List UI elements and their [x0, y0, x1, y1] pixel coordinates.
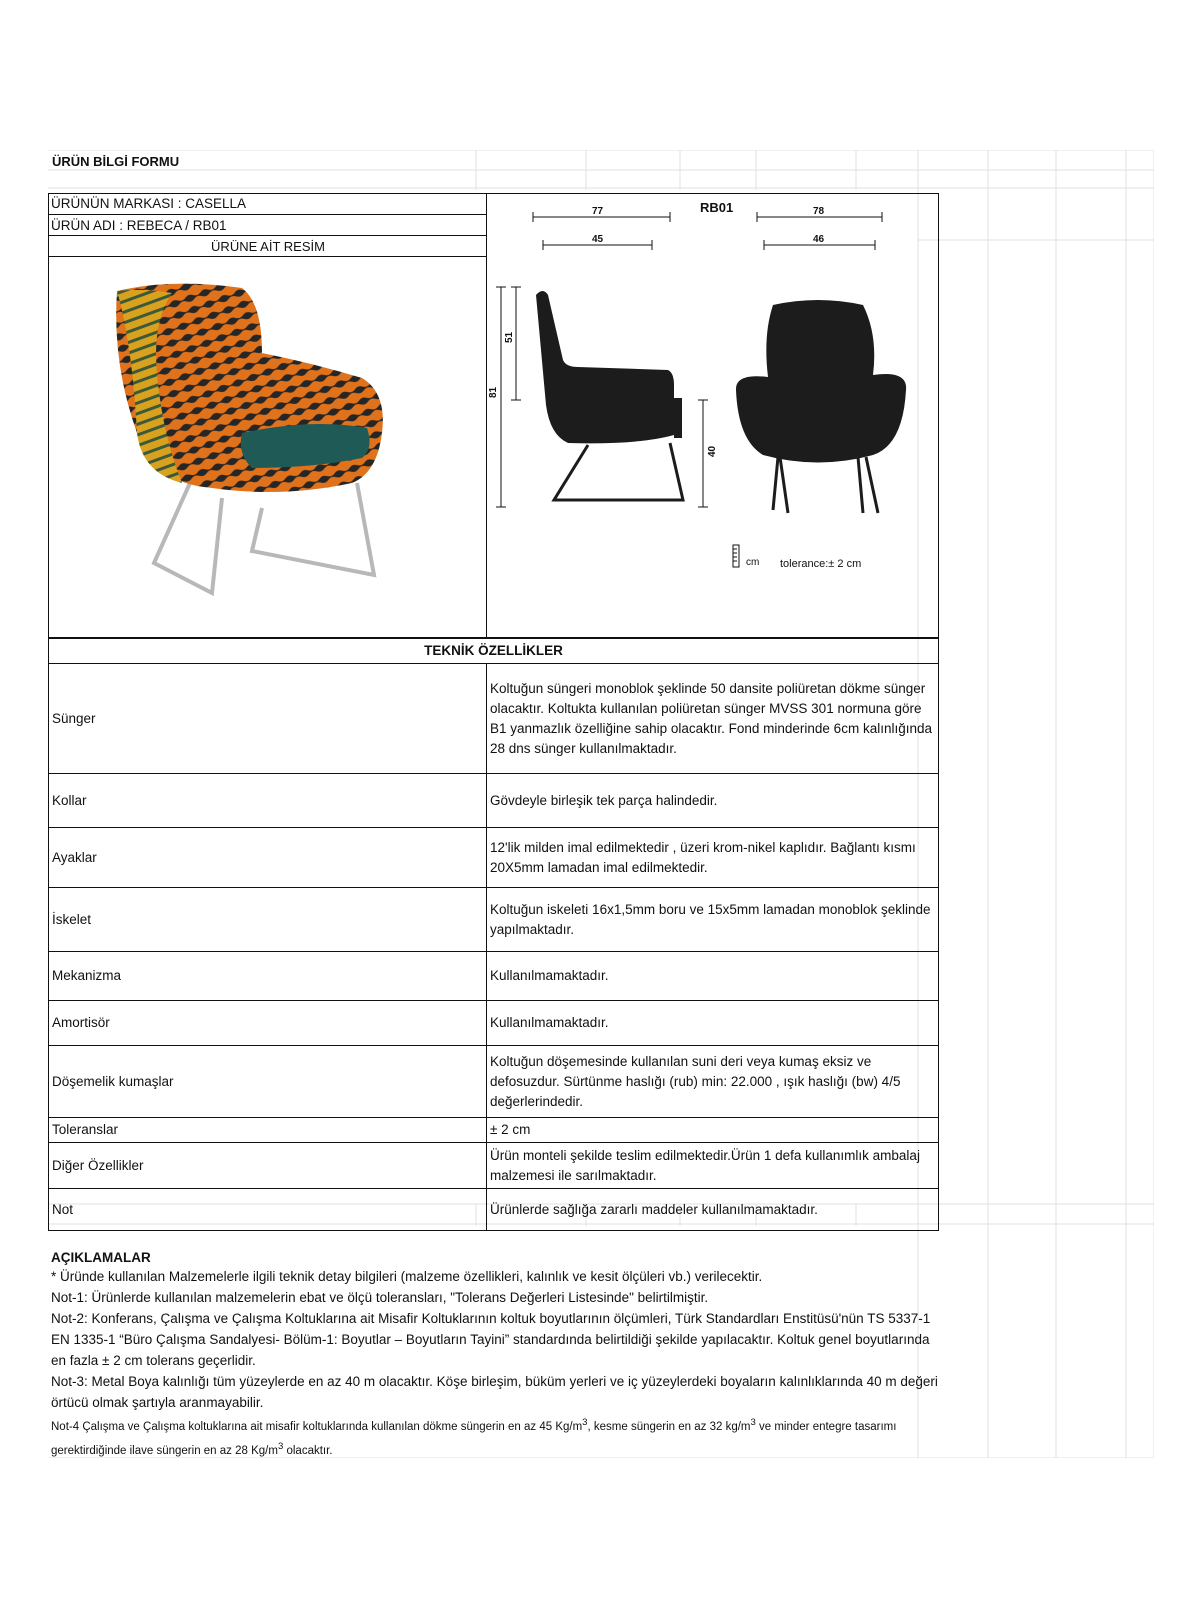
note-1: Not-1: Ürünlerde kullanılan malzemelerin ebat ve ölçü toleransları, "Tolerans Değerleri Listesinde" belirtilmiştir.: [51, 1290, 709, 1305]
dim-front-seat: 46: [813, 234, 825, 245]
table-row: [49, 1046, 939, 1118]
divider: [48, 256, 487, 257]
chrome-legs: [154, 483, 374, 593]
dim-back-height: 51: [504, 331, 515, 343]
dim-total-height: 81: [488, 386, 499, 398]
form-title: ÜRÜN BİLGİ FORMU: [52, 154, 180, 169]
image-caption: ÜRÜNE AİT RESİM: [211, 239, 325, 254]
technical-drawing: [488, 195, 928, 615]
notes-title: AÇIKLAMALAR: [51, 1250, 151, 1265]
table-row: [49, 952, 939, 1001]
spec-value: Ürün monteli şekilde teslim edilmektedir.Ürün 1 defa kullanımlık ambalaj malzemesi ile sarılmaktadır.: [487, 1143, 939, 1189]
product-brand: ÜRÜNÜN MARKASI : CASELLA: [51, 196, 247, 211]
spec-value: ± 2 cm: [487, 1118, 939, 1143]
spec-label: Diğer Özellikler: [49, 1143, 487, 1189]
note-4-part-a: Not-4 Çalışma ve Çalışma koltuklarına ait misafir koltuklarında kullanılan dökme süngerin en az 45 Kg/m: [51, 1420, 583, 1433]
spec-label: Kollar: [49, 774, 487, 828]
ruler-icon: [733, 545, 739, 567]
spec-label: Ayaklar: [49, 828, 487, 888]
note-2: Not-2: Konferans, Çalışma ve Çalışma Koltuklarına ait Misafir Koltuklarının koltuk boyutlarının ölçümleri, Türk Standardları Enstitüsü'nün TS 5337-1 EN 1335-1 “Büro Çalışma Sandalyesi- Bölüm-1: Boyutlar – Boyutların Tayini” standardında belirtildiği şekilde yapılacaktır. Koltuk genel boyutlarında en fazla ± 2 cm tolerans geçerlidir.: [51, 1311, 931, 1368]
superscript: 3: [750, 1417, 756, 1428]
spec-value: Koltuğun süngeri monoblok şeklinde 50 dansite poliüretan dökme sünger olacaktır. Koltukta kullanılan poliüretan sünger MVSS 301 normuna göre B1 yanmazlık özelliğine sahip olacaktır. Fond minderinde 6cm kalınlığında 28 dns sünger kullanılmaktadır.: [487, 664, 939, 774]
note-3: Not-3: Metal Boya kalınlığı tüm yüzeylerde en az 40 m olacaktır. Köşe birleşim, büküm yerleri ve iç yüzeylerdeki boyaların kalınlıklarında 40 m değeri örtücü olmak şartıyla aranmayabilir.: [51, 1374, 938, 1410]
spec-label: Sünger: [49, 664, 487, 774]
spec-label: Mekanizma: [49, 952, 487, 1001]
front-view-chair: [736, 300, 906, 513]
note-4-part-d: olacaktır.: [283, 1444, 333, 1457]
spec-label: Döşemelik kumaşlar: [49, 1046, 487, 1118]
product-name: ÜRÜN ADI : REBECA / RB01: [51, 218, 227, 233]
dim-side-top: 77: [592, 206, 604, 217]
note-4-part-c: ve minder entegre tasarımı gerektirdiğinde ilave süngerin en az 28 Kg/m: [51, 1420, 897, 1457]
product-photo: [112, 283, 442, 613]
dim-seat-height: 40: [707, 445, 718, 457]
table-row: [49, 1118, 939, 1143]
spec-value: Ürünlerde sağlığa zararlı maddeler kullanılmamaktadır.: [487, 1189, 939, 1231]
spec-label: Not: [49, 1189, 487, 1231]
spec-label: Amortisör: [49, 1001, 487, 1046]
dim-side-seat: 45: [592, 234, 604, 245]
spec-label: İskelet: [49, 888, 487, 952]
unit-label: cm: [746, 557, 760, 568]
note-general: * Üründe kullanılan Malzemelerle ilgili teknik detay bilgileri (malzeme özellikleri, kalınlık ve kesit ölçüleri vb.) verilecektir.: [51, 1269, 763, 1284]
superscript: 3: [277, 1440, 284, 1452]
technical-specs-table: [48, 638, 939, 1231]
model-code: RB01: [700, 200, 734, 215]
side-view-chair: [536, 291, 683, 500]
spec-value: Kullanılmamaktadır.: [487, 1001, 939, 1046]
table-row: [49, 664, 939, 774]
dim-front-top: 78: [813, 206, 825, 217]
spec-value: Koltuğun iskeleti 16x1,5mm boru ve 15x5mm lamadan monoblok şeklinde yapılmaktadır.: [487, 888, 939, 952]
note-4: [51, 1413, 946, 1461]
table-row: [49, 1189, 939, 1231]
divider: [48, 235, 487, 236]
table-row: [49, 888, 939, 952]
table-row: [49, 828, 939, 888]
table-row: [49, 774, 939, 828]
spec-label: Toleranslar: [49, 1118, 487, 1143]
superscript: 3: [582, 1417, 588, 1428]
table-row: [49, 1001, 939, 1046]
table-row: [49, 1143, 939, 1189]
divider: [48, 214, 487, 215]
spec-value: 12'lik milden imal edilmektedir , üzeri krom-nikel kaplıdır. Bağlantı kısmı 20X5mm lamadan imal edilmektedir.: [487, 828, 939, 888]
spec-value: Kullanılmamaktadır.: [487, 952, 939, 1001]
note-4-part-b: , kesme süngerin en az 32 kg/m: [587, 1420, 751, 1433]
spec-value: Koltuğun döşemesinde kullanılan suni deri veya kumaş eksiz ve defosuzdur. Sürtünme haslığı (rub) min: 22.000 , ışık haslığı (bw) 4/5 değerlerindedir.: [487, 1046, 939, 1118]
spec-value: Gövdeyle birleşik tek parça halindedir.: [487, 774, 939, 828]
divider: [486, 257, 487, 638]
specs-heading: TEKNİK ÖZELLİKLER: [49, 639, 939, 664]
tolerance-label: tolerance:± 2 cm: [780, 558, 862, 570]
